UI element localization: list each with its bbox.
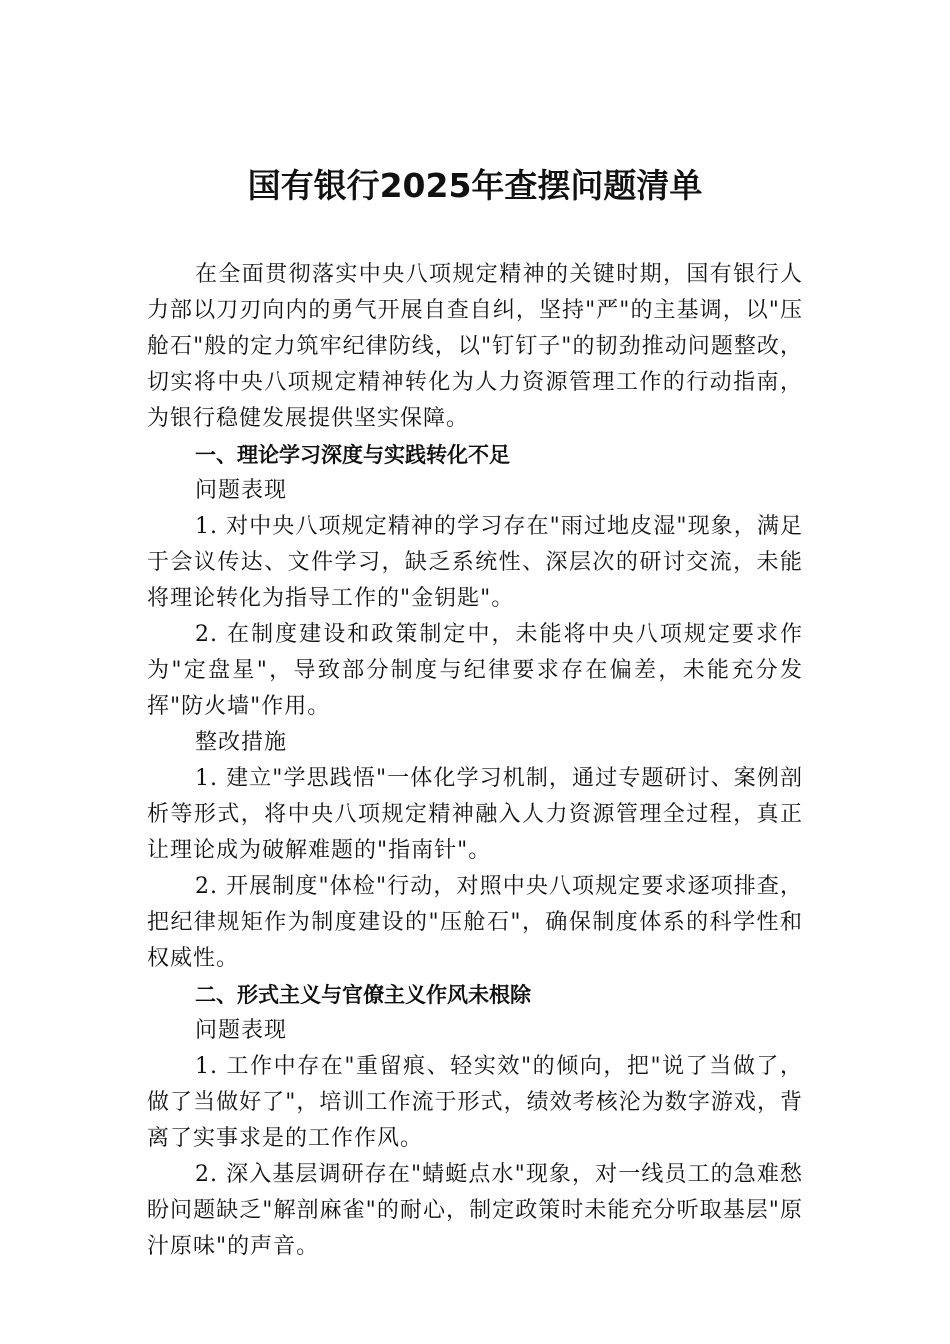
measure-item: 2. 开展制度"体检"行动，对照中央八项规定要求逐项排查，把纪律规矩作为制度建设的"压舱石"，确保制度体系的科学性和权威性。 [147, 874, 803, 971]
subsection-label: 问题表现 [195, 478, 288, 503]
section-heading: 一、理论学习深度与实践转化不足 [195, 443, 510, 467]
document-title: 国有银行2025年查摆问题清单 [247, 166, 703, 205]
subsection-label: 整改措施 [195, 730, 288, 755]
problem-item: 2. 在制度建设和政策制定中，未能将中央八项规定要求作为"定盘星"，导致部分制度与纪律要求存在偏差，未能充分发挥"防火墙"作用。 [147, 622, 803, 719]
subsection-label: 问题表现 [195, 1018, 288, 1043]
intro-paragraph: 在全面贯彻落实中央八项规定精神的关键时期，国有银行人力部以刀刃向内的勇气开展自查自纠，坚持"严"的主基调，以"压舱石"般的定力筑牢纪律防线，以"钉钉子"的韧劲推动问题整改，切实将中央八项规定精神转化为人力资源管理工作的行动指南，为银行稳健发展提供坚实保障。 [147, 262, 803, 431]
problem-item: 1. 对中央八项规定精神的学习存在"雨过地皮湿"现象，满足于会议传达、文件学习，缺乏系统性、深层次的研讨交流，未能将理论转化为指导工作的"金钥匙"。 [147, 514, 803, 611]
problem-item: 2. 深入基层调研存在"蜻蜓点水"现象，对一线员工的急难愁盼问题缺乏"解剖麻雀"的耐心，制定政策时未能充分听取基层"原汁原味"的声音。 [147, 1162, 803, 1259]
document-body [147, 257, 803, 1265]
problem-item: 1. 工作中存在"重留痕、轻实效"的倾向，把"说了当做了，做了当做好了"，培训工作流于形式，绩效考核沦为数字游戏，背离了实事求是的工作作风。 [147, 1054, 803, 1151]
measure-item: 1. 建立"学思践悟"一体化学习机制，通过专题研讨、案例剖析等形式，将中央八项规定精神融入人力资源管理全过程，真正让理论成为破解难题的"指南针"。 [147, 766, 803, 863]
section-heading: 二、形式主义与官僚主义作风未根除 [195, 983, 531, 1007]
